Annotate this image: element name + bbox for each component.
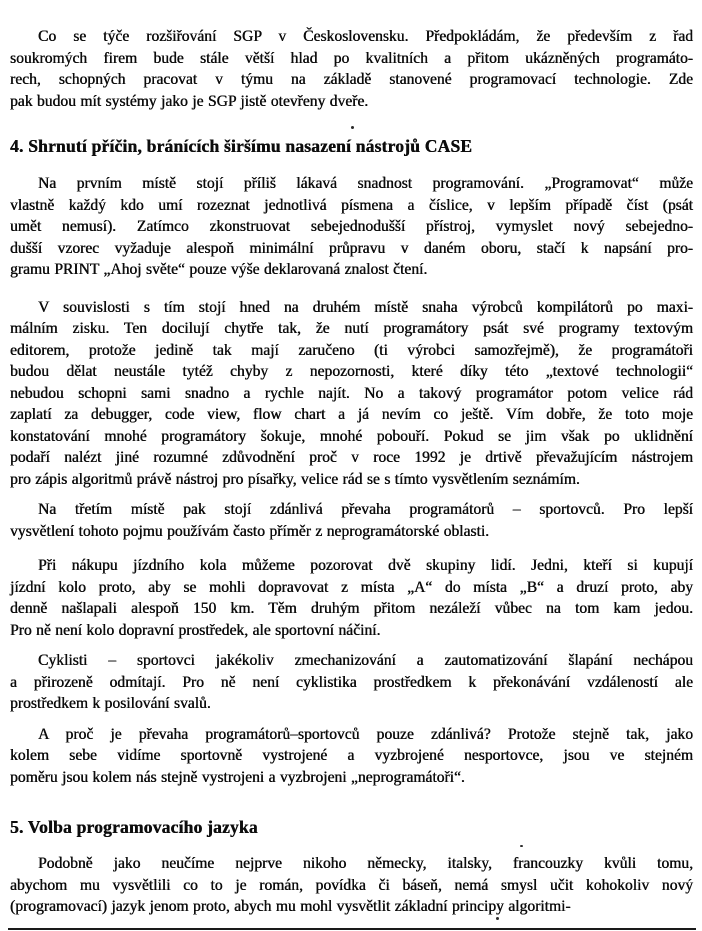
paragraph-line: podaří nalézt jiné rozumné zdůvodnění proč v roce 1992 je drtivě převažujícím nástrojem <box>10 449 693 466</box>
language-choice-paragraph <box>10 853 693 918</box>
intro-sgp-paragraph <box>10 26 693 112</box>
paragraph-line: Pro ně není kolo dopravní prostředek, ale sportovní náčiní. <box>10 621 381 639</box>
scan-speckle <box>520 845 523 847</box>
paragraph-line: dušší vzorec vyžaduje alespoň minimální průpravu v daném oboru, stačí k napsání pro- <box>10 239 693 257</box>
paragraph-line: a přirozeně odmítají. Pro ně není cyklistika prostředkem k překonávání vzdáleností ale <box>10 673 693 691</box>
paragraph-line: Cyklisti – sportovci jakékoliv zmechanizování a zautomatizování šlapání nechápou <box>38 652 693 669</box>
scan-speckle <box>496 917 499 920</box>
paragraph-line: rech, schopných pracovat v týmu na základě stanovené programovací technologie. Zde <box>10 71 693 88</box>
reason-1-paragraph <box>10 173 693 281</box>
paragraph-line: denně našlapali alespoň 150 km. Těm druhým přitom nezáleží vůbec na tom kam jedou. <box>10 600 693 617</box>
paragraph-line: abychom mu vysvětlili co to je román, povídka či báseň, nemá smysl učit kohokoliv nový <box>10 876 693 894</box>
paragraph-line: jízdní kolo proto, aby se mohli dopravovat z místa „A“ do místa „B“ a druzí proto, aby <box>10 578 693 596</box>
paragraph-line: umět nemusí). Zatímco zkonstruovat sebejednodušší přístroj, vymyslet nový sebejedno- <box>10 218 693 235</box>
paragraph-line: (programovací) jazyk jenom proto, abych mu mohl vysvětlit základní principy algoritmi- <box>10 898 571 915</box>
paragraph-line: Co se týče rozšiřování SGP v Československu. Předpokládám, že především z řad <box>38 28 693 45</box>
paragraph-line: V souvislosti s tím stojí hned na druhém místě snaha výrobců kompilátorů po maxi- <box>38 298 693 316</box>
scan-bottom-edge-artifact <box>8 928 696 930</box>
cyclists-paragraph <box>10 650 693 715</box>
paragraph-line: vysvětlení tohoto pojmu používám často příměr z neprogramátorské oblasti. <box>10 522 490 540</box>
paragraph-line: Na prvním místě stojí příliš lákavá snadnost programování. „Programovat“ může <box>38 175 693 192</box>
bicycle-analogy-paragraph <box>10 555 693 641</box>
paragraph-line: vlastně každý kdo umí rozeznat jednotlivá písmena a číslice, v lepším případě číst (psát <box>10 196 693 214</box>
section-5-heading: 5. Volba programovacího jazyka <box>10 817 258 837</box>
section-4-heading: 4. Shrnutí příčin, bránících širšímu nasazení nástrojů CASE <box>10 136 473 156</box>
paragraph-line: pro zápis algoritmů právě nástroj pro písařky, velice rád se s tímto vysvětlením seznámím. <box>10 470 580 488</box>
paragraph-line: nebudou schopni sami snadno a rychle najít. No a takový programátor potom velice rád <box>10 384 693 402</box>
paragraph-line: zaplatí za debugger, code view, flow chart a já nevím co ještě. Vím dobře, že toto moje <box>10 406 693 423</box>
paragraph-line: málním zisku. Ten docilují chytře tak, že nutí programátory psát své programy textovým <box>10 320 693 337</box>
paragraph-line: kolem sebe vidíme sportovně vystrojené a vyzbrojené nesportovce, jsou ve stejném <box>10 747 693 764</box>
paragraph-line: pak budou mít systémy jako je SGP jistě otevřeny dveře. <box>10 92 369 110</box>
paragraph-line: editorem, protože jedině tak mají zaručeno (ti výrobci samozřejmě), že programátoři <box>10 341 693 359</box>
paragraph-line: konstatování mnohé programátory šokuje, mnohé pobouří. Pokud se jim však po uklidnění <box>10 427 693 445</box>
paragraph-line: prostředkem k posilování svalů. <box>10 695 211 712</box>
paragraph-line: A proč je převaha programátorů–sportovců pouze zdánlivá? Protože stejně tak, jako <box>38 725 693 743</box>
reason-2-paragraph <box>10 297 693 491</box>
reason-3-paragraph <box>10 499 693 542</box>
paragraph-line: Podobně jako neučíme nejprve nikoho německy, italsky, francouzky kvůli tomu, <box>38 855 693 872</box>
paragraph-line: budou dělat neustále tytéž chyby z nepozornosti, které díky této „textové technologii“ <box>10 363 693 380</box>
paragraph-line: Při nákupu jízdního kola můžeme pozorovat dvě skupiny lidí. Jedni, kteří si kupují <box>38 557 693 574</box>
document-text-column <box>10 22 693 918</box>
paragraph-line: gramu PRINT „Ahoj světe“ pouze výše deklarovaná znalost čtení. <box>10 261 428 278</box>
conclusion-analogy-paragraph <box>10 724 693 789</box>
paragraph-line: soukromých firem bude stále větší hlad po kvalitních a přitom ukázněných programáto- <box>10 49 693 67</box>
paragraph-line: Na třetím místě pak stojí zdánlivá převaha programátorů – sportovců. Pro lepší <box>38 501 693 518</box>
paragraph-line: poměru jsou kolem nás stejně vystrojeni a vyzbrojeni „neprogramátoři“. <box>10 768 465 786</box>
scan-speckle <box>351 126 354 129</box>
